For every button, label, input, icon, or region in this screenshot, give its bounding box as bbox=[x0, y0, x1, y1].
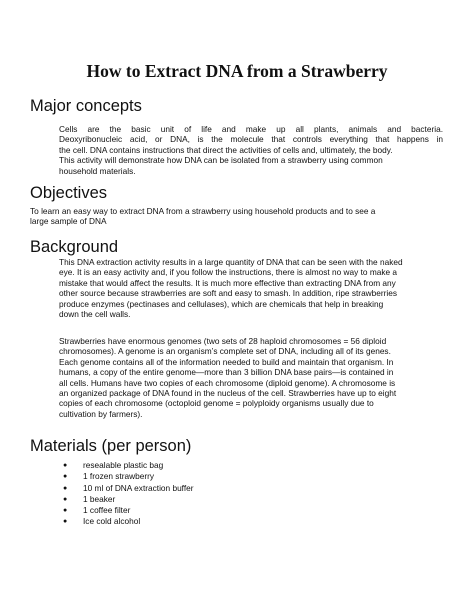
text-line: large sample of DNA bbox=[30, 216, 107, 227]
paragraph-objectives bbox=[30, 206, 450, 227]
text-line: chromosomes). A genome is an organism’s complete set of DNA, including all of its genes. bbox=[59, 346, 391, 357]
text-line: eye. It is an easy activity and, if you follow the instructions, there is almost no way to make a bbox=[59, 267, 398, 278]
text-line: an organized package of DNA found in the nucleus of the cell. Strawberries have up to eight bbox=[59, 388, 397, 399]
text-line: This activity will demonstrate how DNA can be isolated from a strawberry using common bbox=[59, 155, 383, 166]
list-item bbox=[59, 494, 194, 505]
text-line: humans, a copy of the entire genome—more than 3 billion DNA base pairs—is contained in bbox=[59, 367, 394, 378]
text-line: mistake that would affect the results. It is much more effective than extracting DNA from any bbox=[59, 277, 396, 288]
paragraph-major-concepts bbox=[59, 124, 443, 176]
text-line: cultivation by farmers). bbox=[59, 408, 143, 419]
heading-background: Background bbox=[30, 238, 119, 256]
text-line: Strawberries have enormous genomes (two sets of 28 haploid chromosomes = 56 diploid bbox=[59, 336, 387, 346]
text-line: Each genome contains all of the information needed to build and maintain that organism. In bbox=[59, 356, 394, 367]
list-item bbox=[59, 460, 194, 471]
heading-materials: Materials (per person) bbox=[30, 437, 192, 455]
text-line: This DNA extraction activity results in a large quantity of DNA that can be seen with the naked bbox=[59, 257, 403, 267]
list-item-label: 1 beaker bbox=[83, 493, 116, 504]
bullet-icon: ● bbox=[63, 495, 68, 503]
bullet-icon: ● bbox=[63, 473, 68, 481]
list-item bbox=[59, 505, 194, 516]
list-item bbox=[59, 516, 194, 527]
text-line: down the cell walls. bbox=[59, 309, 131, 320]
list-item-label: Ice cold alcohol bbox=[83, 516, 141, 527]
page-title: How to Extract DNA from a Strawberry bbox=[86, 61, 388, 81]
list-item-label: resealable plastic bag bbox=[83, 460, 164, 470]
text-line: copies of each chromosome (octoploid genome = polyploidy organisms usually due to bbox=[59, 398, 374, 409]
text-line: the cell. DNA contains instructions that direct the activities of cells and, ultimately, the body. bbox=[59, 144, 393, 155]
text-line: Cells are the basic unit of life and make up all plants, animals and bacteria. bbox=[59, 124, 443, 134]
heading-objectives: Objectives bbox=[30, 184, 108, 202]
materials-list bbox=[59, 460, 194, 528]
text-line: other source because strawberries are soft and easy to smash. In addition, ripe strawberries bbox=[59, 288, 398, 299]
bullet-icon: ● bbox=[63, 462, 68, 469]
text-line: Deoxyribonucleic acid, or DNA, is the molecule that controls everything that happens in bbox=[59, 134, 443, 145]
text-line: all cells. Humans have two copies of each chromosome (diploid genome). A chromosome is bbox=[59, 377, 396, 388]
list-item-label: 10 ml of DNA extraction buffer bbox=[83, 482, 194, 493]
text-line: household materials. bbox=[59, 165, 136, 176]
paragraph-background-1 bbox=[59, 257, 449, 319]
bullet-icon: ● bbox=[63, 507, 68, 515]
list-item-label: 1 coffee filter bbox=[83, 505, 131, 516]
paragraph-background-2 bbox=[59, 336, 449, 419]
text-line: produce enzymes (pectinases and cellulases), which are chemicals that help in breaking bbox=[59, 298, 384, 309]
text-line: To learn an easy way to extract DNA from a strawberry using household products and to see a bbox=[30, 206, 376, 216]
list-item bbox=[59, 471, 194, 482]
list-item-label: 1 frozen strawberry bbox=[83, 471, 155, 482]
heading-major-concepts: Major concepts bbox=[30, 97, 142, 115]
bullet-icon: ● bbox=[63, 484, 68, 492]
bullet-icon: ● bbox=[63, 518, 68, 526]
list-item bbox=[59, 483, 194, 494]
